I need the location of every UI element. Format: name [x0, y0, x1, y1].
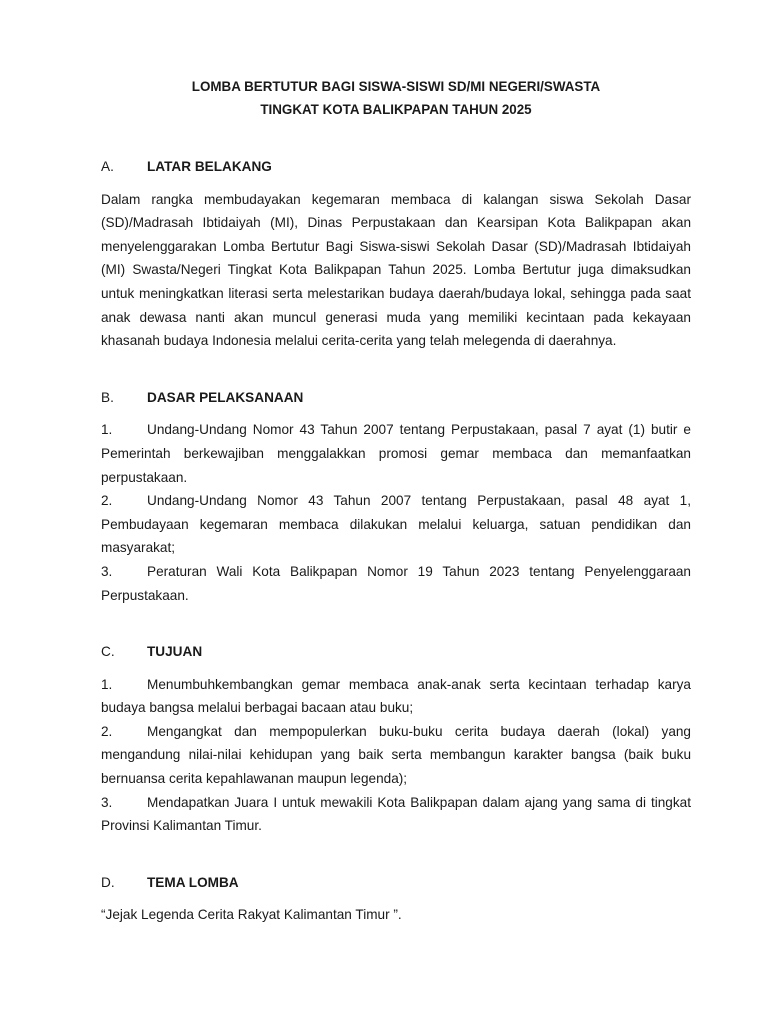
- list-item-text: Mengangkat dan mempopulerkan buku-buku cerita budaya daerah (lokal) yang mengandung nilai-nilai kehidupan yang baik serta membangun karakter bangsa (baik buku bernuansa cerita kepahlawanan maupun legenda);: [101, 723, 691, 787]
- list-item-number: 2.: [101, 723, 113, 739]
- section-b-list: [101, 418, 691, 607]
- section-c-letter: C.: [101, 644, 115, 660]
- list-item-number: 2.: [101, 493, 113, 509]
- section-a-title: LATAR BELAKANG: [147, 159, 272, 174]
- document-page: [101, 76, 691, 927]
- list-item-text: Menumbuhkembangkan gemar membaca anak-anak serta kecintaan terhadap karya budaya bangsa melalui berbagai bacaan atau buku;: [101, 676, 691, 716]
- section-c-heading: [101, 640, 691, 664]
- list-item: [101, 673, 691, 720]
- section-b-letter: B.: [101, 389, 114, 405]
- document-title: [101, 76, 691, 121]
- section-c-list: [101, 673, 691, 838]
- list-item: [101, 720, 691, 791]
- section-d-heading: [101, 871, 691, 895]
- section-d-title: TEMA LOMBA: [147, 874, 239, 890]
- section-c-title: TUJUAN: [147, 644, 203, 660]
- list-item: [101, 418, 691, 489]
- list-item-number: 1.: [101, 422, 113, 438]
- list-item-text: Undang-Undang Nomor 43 Tahun 2007 tentang Perpustakaan, pasal 48 ayat 1, Pembudayaan kegemaran membaca dilakukan melalui keluarga, satuan pendidikan dan masyarakat;: [101, 493, 691, 556]
- list-item: [101, 489, 691, 560]
- list-item: [101, 560, 691, 607]
- list-item-number: 3.: [101, 794, 113, 810]
- list-item-text: Mendapatkan Juara I untuk mewakili Kota Balikpapan dalam ajang yang sama di tingkat Provinsi Kalimantan Timur.: [101, 794, 691, 834]
- list-item-number: 1.: [101, 676, 113, 692]
- title-line-1: LOMBA BERTUTUR BAGI SISWA-SISWI SD/MI NEGERI/SWASTA: [191, 79, 601, 94]
- section-a-letter: A.: [101, 159, 114, 174]
- theme-text: “Jejak Legenda Cerita Rakyat Kalimantan Timur ”.: [101, 907, 402, 923]
- section-a-paragraph: Dalam rangka membudayakan kegemaran membaca di kalangan siswa Sekolah Dasar (SD)/Madrasah Ibtidaiyah (MI), Dinas Perpustakaan dan Kearsipan Kota Balikpapan akan menyelenggarakan Lomba Bertutur Bagi Siswa-siswi Sekolah Dasar (SD)/Madrasah Ibtidaiyah (MI) Swasta/Negeri Tingkat Kota Balikpapan Tahun 2025. Lomba Bertutur juga dimaksudkan untuk meningkatkan literasi serta melestarikan budaya daerah/budaya lokal, sehingga pada saat anak dewasa nanti akan muncul generasi muda yang memiliki kecintaan pada kekayaan khasanah budaya Indonesia melalui cerita-cerita yang telah melegenda di daerahnya.: [101, 191, 691, 349]
- section-b-title: DASAR PELAKSANAAN: [147, 389, 304, 405]
- list-item: [101, 791, 691, 838]
- section-a-heading: [101, 155, 691, 179]
- section-d-letter: D.: [101, 874, 115, 890]
- title-line-2: TINGKAT KOTA BALIKPAPAN TAHUN 2025: [260, 101, 532, 117]
- list-item-text: Undang-Undang Nomor 43 Tahun 2007 tentang Perpustakaan, pasal 7 ayat (1) butir e Pemerintah berkewajiban menggalakkan promosi gemar membaca dan memanfaatkan perpustakaan.: [101, 422, 691, 485]
- list-item-text: Peraturan Wali Kota Balikpapan Nomor 19 Tahun 2023 tentang Penyelenggaraan Perpustakaan.: [101, 563, 691, 603]
- section-b-heading: [101, 386, 691, 410]
- list-item-number: 3.: [101, 563, 113, 579]
